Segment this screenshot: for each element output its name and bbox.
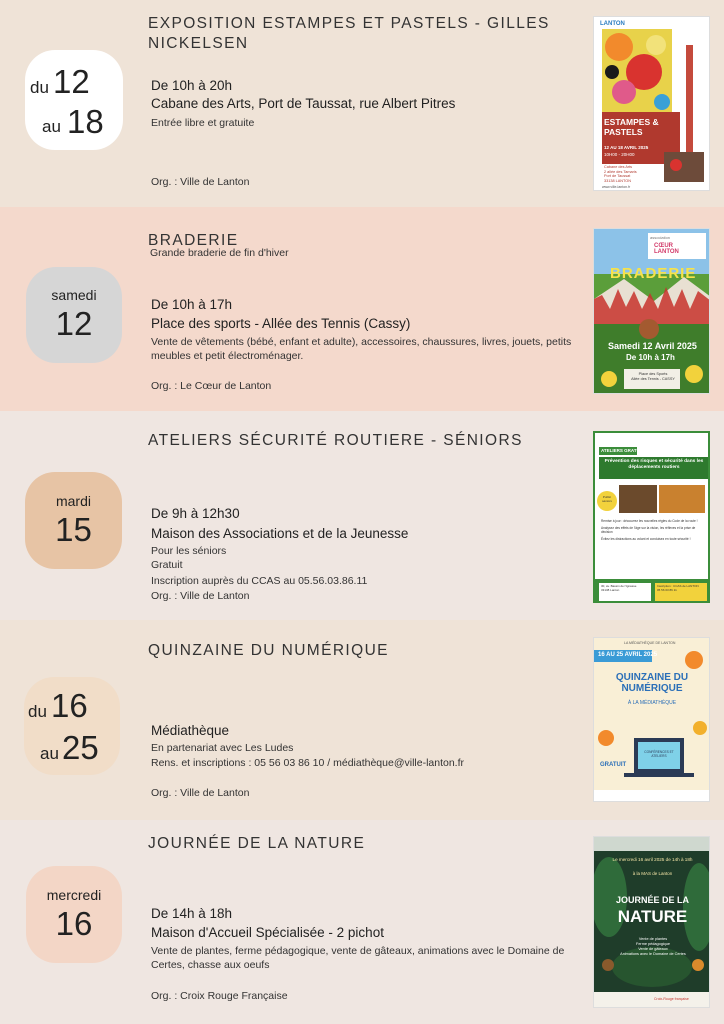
- event-poster[interactable]: association CŒUR LANTON BRADERIE Samedi 12 Avril 2025 De 10h à 17h Place des Sports Allée des Tennis - CASSY: [593, 228, 710, 394]
- event-title: EXPOSITION ESTAMPES ET PASTELS - GILLES NICKELSEN: [148, 15, 550, 52]
- poster-title: QUINZAINE DU NUMÉRIQUE: [615, 672, 689, 694]
- event-detail: Pour les séniors: [151, 545, 227, 557]
- date-day-word: samedi: [51, 287, 97, 303]
- event-place: Maison des Associations et de la Jeunesse: [151, 526, 409, 541]
- event-time: De 10h à 17h: [151, 297, 233, 312]
- date-badge: [25, 50, 123, 150]
- event-poster[interactable]: ATELIERS GRATUITS Prévention des risques et sécurité dans les déplacements routiers Public séniors Remise à jour : découvrez les nouvelles règles du Code de la route ! Analysez des effets de l'âge sur la vision, les réflexes et la prise de décision Évitez les distractions au volant et conduisez en toute sécurité ! 30, av. Bassin de l'Ignasse 33138 Lanton Inscription : CCAS de LANTON 05 56 03 86 11: [593, 431, 710, 603]
- event-detail: Vente de plantes, ferme pédagogique, vente de gâteaux, animations avec le Domaine de Certes, chasse aux oeufs: [151, 945, 565, 971]
- event-org: Org. : Ville de Lanton: [151, 176, 250, 188]
- event-title: ATELIERS SÉCURITÉ ROUTIERE - SÉNIORS: [148, 432, 523, 449]
- poster-title: BRADERIE: [610, 265, 697, 282]
- event-title: QUINZAINE DU NUMÉRIQUE: [148, 642, 389, 659]
- event-quinzaine-numerique: [0, 620, 724, 820]
- poster-title: ESTAMPES & PASTELS: [604, 117, 659, 137]
- event-org: Org. : Croix Rouge Française: [151, 990, 288, 1002]
- event-place: Cabane des Arts, Port de Taussat, rue Albert Pitres: [151, 96, 456, 111]
- poster-art: [594, 638, 710, 802]
- date-to-prefix: au: [42, 117, 61, 136]
- date-from: 12: [53, 63, 90, 100]
- event-poster[interactable]: Le mercredi 16 avril 2025 de 14h à 18h à la MAS de Lanton JOURNÉE DE LA NATURE Vente de plantes Ferme pédagogique Vente de gâteaux Animations avec le Domaine de Certes Croix-Rouge française: [593, 836, 710, 1008]
- poster-title: Prévention des risques et sécurité dans les déplacements routiers: [604, 459, 704, 470]
- event-title: JOURNÉE DE LA NATURE: [148, 835, 366, 852]
- date-day: 16: [55, 904, 93, 942]
- event-place: Place des sports - Allée des Tennis (Cassy): [151, 316, 411, 331]
- event-poster[interactable]: LANTON ESTAMPES & PASTELS 12 AU 18 AVRIL 2025 10H00 - 20H00 GILLES NICKELSEN Cabane des Arts 2 allée des Tamaris Port de Taussat 33138 LANTON www.ville-lanton.fr: [593, 16, 710, 191]
- date-day: 15: [55, 510, 92, 548]
- poster-title: JOURNÉE DE LA: [615, 895, 689, 905]
- event-org: Org. : Ville de Lanton: [151, 787, 250, 799]
- date-to: 25: [62, 729, 99, 766]
- date-day: 12: [55, 305, 93, 342]
- event-time: De 14h à 18h: [151, 906, 233, 921]
- event-journee-nature: [0, 820, 724, 1024]
- event-org: Org. : Le Cœur de Lanton: [151, 380, 272, 392]
- date-badge: [26, 267, 122, 363]
- event-place: Médiathèque: [151, 723, 230, 738]
- event-detail: Entrée libre et gratuite: [151, 117, 255, 129]
- event-place: Maison d'Accueil Spécialisée - 2 pichot: [151, 925, 384, 940]
- event-time: De 9h à 12h30: [151, 506, 240, 521]
- event-braderie: [0, 207, 724, 411]
- date-from-prefix: du: [28, 702, 47, 721]
- event-org: Org. : Ville de Lanton: [151, 590, 250, 602]
- date-to: 18: [67, 103, 104, 140]
- event-detail: Vente de vêtements (bébé, enfant et adulte), accessoires, chaussures, livres, jouets, petits meubles et petit électroménager.: [151, 336, 572, 362]
- event-exposition: [0, 0, 724, 207]
- event-detail: Inscription auprès du CCAS au 05.56.03.86.11: [151, 575, 368, 587]
- date-day-word: mardi: [55, 492, 91, 509]
- event-subtitle: Grande braderie de fin d'hiver: [150, 247, 289, 259]
- event-detail: En partenariat avec Les Ludes: [151, 742, 294, 754]
- event-detail: Rens. et inscriptions : 05 56 03 86 10 / médiathèque@ville-lanton.fr: [151, 757, 465, 769]
- event-title: BRADERIE: [148, 232, 239, 249]
- date-from: 16: [51, 687, 88, 724]
- date-badge: [24, 677, 120, 775]
- event-securite-routiere: [0, 411, 724, 620]
- date-badge: [26, 866, 122, 963]
- date-badge: [25, 472, 122, 569]
- date-from-prefix: du: [30, 78, 49, 97]
- event-poster[interactable]: LA MÉDIATHÈQUE DE LANTON 16 AU 25 AVRIL 2025 QUINZAINE DU NUMÉRIQUE À LA MÉDIATHÈQUE GRATUIT CONFÉRENCES ET ATELIERS: [593, 637, 710, 802]
- date-to-prefix: au: [40, 744, 59, 763]
- date-day-word: mercredi: [46, 886, 102, 903]
- event-detail: Gratuit: [151, 559, 183, 571]
- event-time: De 10h à 20h: [151, 78, 233, 93]
